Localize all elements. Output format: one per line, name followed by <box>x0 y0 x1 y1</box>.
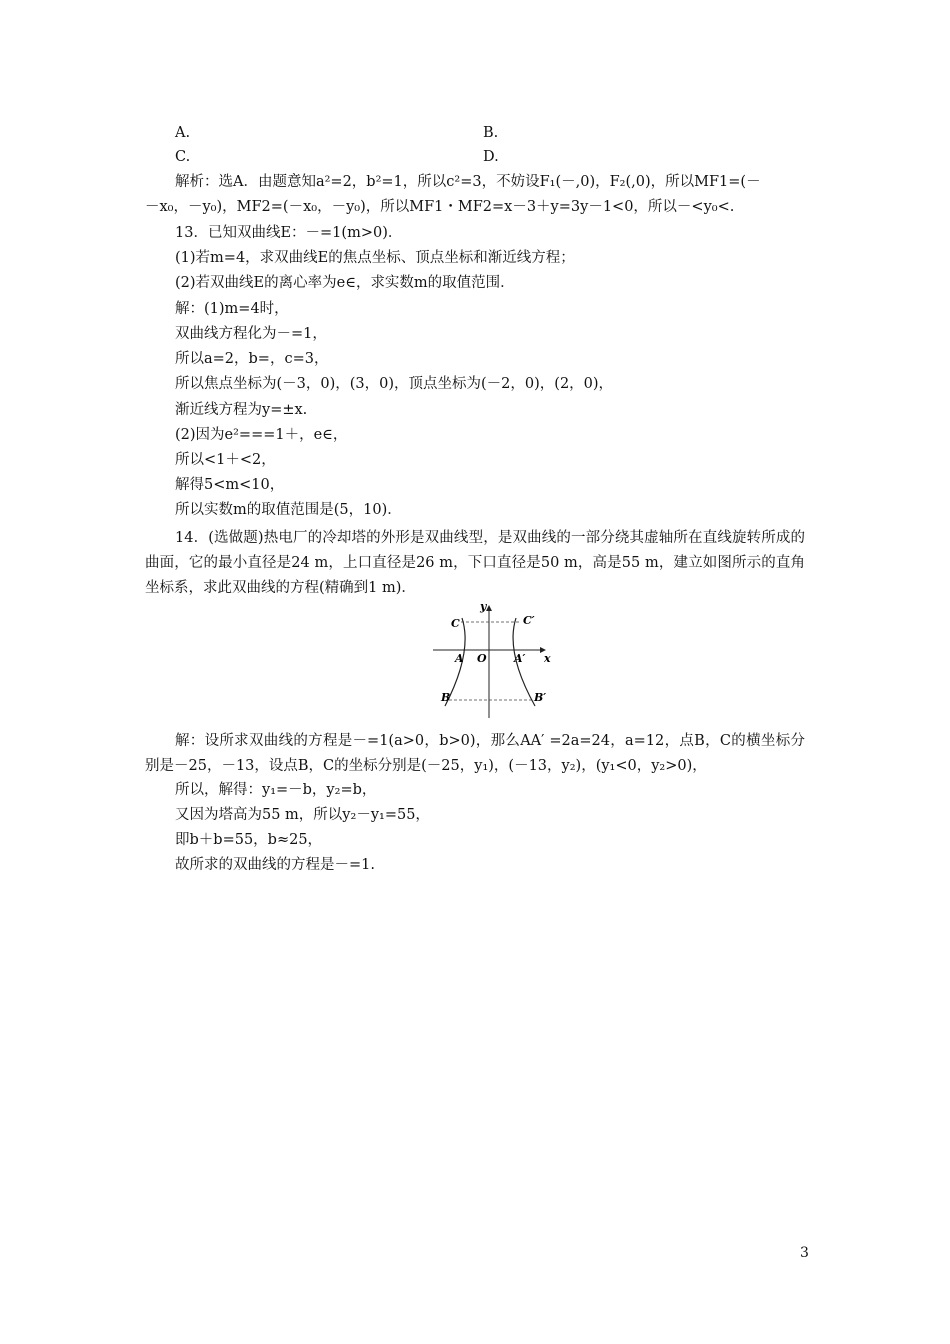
q13-solution-line: (2)因为e²===1＋，e∈， <box>175 427 348 443</box>
q14-solution-line: 所以，解得：y₁=－b，y₂=b， <box>175 782 377 798</box>
option-b: B. <box>483 125 499 141</box>
q13-part2: (2)若双曲线E的离心率为e∈，求实数m的取值范围． <box>175 275 515 291</box>
label-c-prime: C′ <box>523 614 535 627</box>
label-a-prime: A′ <box>514 652 526 665</box>
label-b: B <box>441 691 451 704</box>
cooling-tower-figure <box>425 600 560 722</box>
q13-stem: 13．已知双曲线E：－=1(m>0)． <box>175 225 403 241</box>
label-o: O <box>477 652 487 665</box>
q14-solution-line: 即b＋b=55，b≈25， <box>175 832 323 848</box>
q13-part1: (1)若m=4，求双曲线E的焦点坐标、顶点坐标和渐近线方程； <box>175 250 575 266</box>
q14-solution-line: 故所求的双曲线的方程是－=1. <box>175 857 375 873</box>
q13-solution-line: 解：(1)m=4时， <box>175 301 289 317</box>
page-number: 3 <box>800 1245 809 1261</box>
q13-solution-line: 渐近线方程为y=±x. <box>175 402 308 418</box>
label-a: A <box>455 652 464 665</box>
q12-solution-line-1: 解析：选A．由题意知a²=2，b²=1，所以c²=3，不妨设F₁(－,0)，F₂(,0)，所以MF1=(－ <box>175 174 761 190</box>
option-d: D. <box>483 149 499 165</box>
q13-solution-line: 所以a=2，b=，c=3， <box>175 351 329 367</box>
q13-solution-line: 所以<1＋<2， <box>175 452 276 468</box>
label-y: y <box>480 600 487 613</box>
q14-solution-line-1: 解：设所求双曲线的方程是－=1(a>0，b>0)，那么AA′ =2a=24，a=12，点B，C的横坐标分别是－25，－13，设点B，C的坐标分别是(－25，y₁)，(－13，y₂)，(y₁<0，y₂>0)， <box>145 733 805 774</box>
q13-solution-line: 所以焦点坐标为(－3，0)，(3，0)，顶点坐标为(－2，0)，(2，0)， <box>175 376 614 392</box>
q13-solution-line: 解得5<m<10， <box>175 477 285 493</box>
option-c: C. <box>175 149 191 165</box>
q13-solution-line: 双曲线方程化为－=1， <box>175 326 327 342</box>
q12-solution-line-2: －x₀，－y₀)，MF2=(－x₀，－y₀)，所以MF1・MF2=x－3＋y=3y－1<0，所以－<y₀<. <box>145 199 735 215</box>
label-x: x <box>544 652 551 665</box>
label-b-prime: B′ <box>534 691 547 704</box>
q14-stem: 14．(选做题)热电厂的冷却塔的外形是双曲线型，是双曲线的一部分绕其虚轴所在直线旋转所成的曲面，它的最小直径是24 m，上口直径是26 m，下口直径是50 m，高是55 m，建立如图所示的直角坐标系，求此双曲线的方程(精确到1 m)． <box>145 530 805 596</box>
q14-solution-line: 又因为塔高为55 m，所以y₂－y₁=55， <box>175 807 430 823</box>
label-c: C <box>451 617 460 630</box>
option-a: A. <box>175 125 191 141</box>
q13-solution-line: 所以实数m的取值范围是(5，10)． <box>175 502 402 518</box>
